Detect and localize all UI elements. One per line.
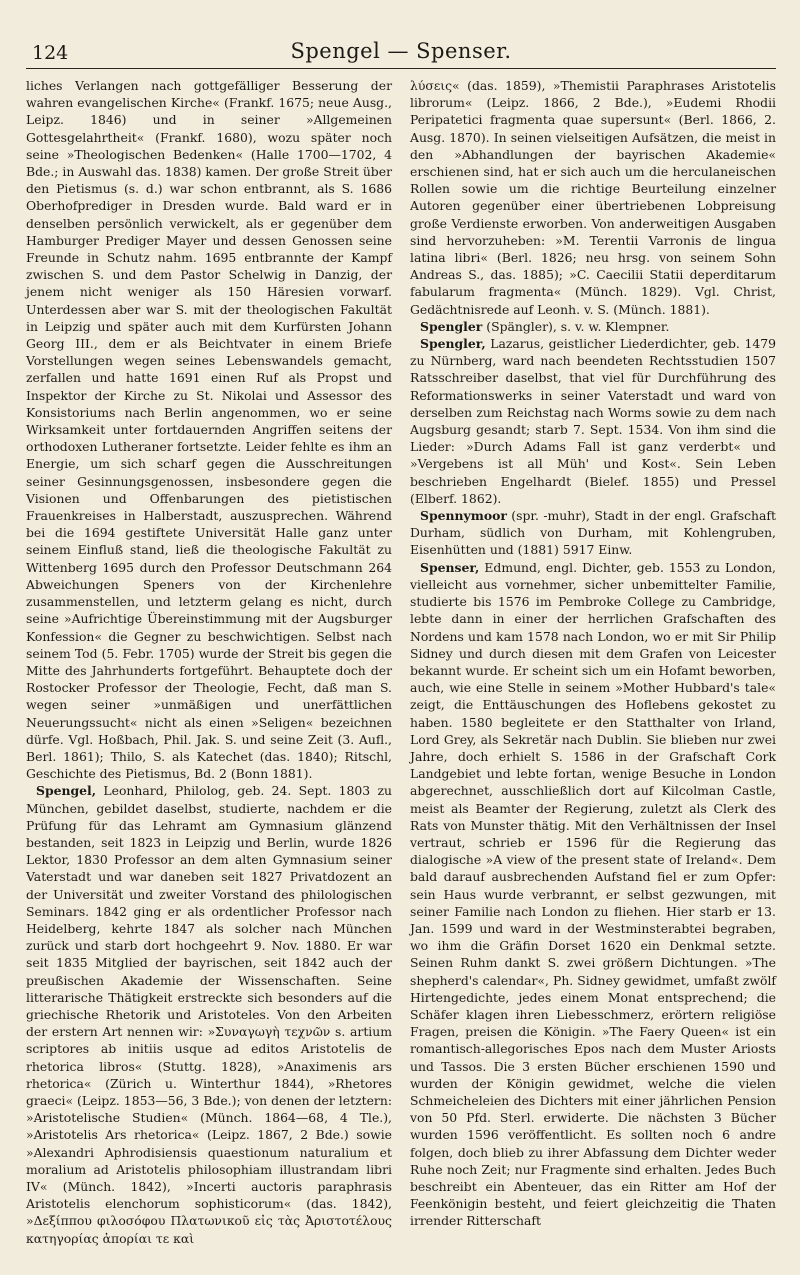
page-header: [26, 34, 776, 69]
entry-lemma: Spenser,: [420, 559, 480, 575]
entry-lemma: Spengler: [420, 318, 483, 334]
entry-text: (Spängler), s. v. w. Klempner.: [486, 318, 670, 334]
page-number: 124: [32, 42, 69, 64]
entry-paragraph: [410, 335, 776, 507]
left-column: [26, 77, 392, 1247]
entry-text: liches Verlangen nach gottgefälliger Besserung der wahren evangelischen Kirche« (Frankf. 1675; neue Ausg., Leipz. 1846) und in seiner »Allgemeinen Gottesgelahrtheit« (Frankf. 1680), wozu später noch seine »Theologischen Bedenken« (Halle 1700—1702, 4 Bde.; in Auswahl das. 1838) kamen. Der große Streit über den Pietismus (s. d.) war schon entbrannt, als S. 1686 Oberhofprediger in Dresden wurde. Bald ward er in denselben persönlich verwickelt, als er gegenüber dem Hamburger Prediger Mayer und dessen Genossen seine Freunde in Schutz nahm. 1695 entbrannte der Kampf zwischen S. und dem Pastor Schelwig in Danzig, der jenem nicht weniger als 150 Häresien vorwarf. Unterdessen aber war S. mit der theologischen Fakultät in Leipzig und später auch mit dem Kurfürsten Johann Georg III., dem er als Beichtvater in einem Briefe Vorstellungen wegen seines Lebenswandels gemacht, zerfallen und hatte 1691 einen Ruf als Propst und Inspektor der Kirche zu St. Nikolai und Assessor des Konsistoriums nach Berlin angenommen, wo er seine Wirksamkeit unter fortdauernden Angriffen seitens der orthodoxen Lutheraner fortsetzte. Leider fehlte es ihm an Energie, um sich scharf gegen die Ausschreitungen seiner Gesinnungsgenossen, insbesondere gegen die Visionen und Offenbarungen des pietistischen Frauenkreises in Halberstadt, auszusprechen. Während bei die 1694 gestiftete Universität Halle ganz unter seinem Einfluß stand, ließ die theologische Fakultät zu Wittenberg 1695 durch den Professor Deutschmann 264 Abweichungen Speners von der Kirchenlehre zusammenstellen, und letzterm gelang es nicht, durch seine »Aufrichtige Übereinstimmung mit der Augsburger Konfession« die Gegner zu beschwichtigen. Selbst nach seinem Tod (5. Febr. 1705) wurde der Streit bis gegen die Mitte des Jahrhunderts fortgeführt. Behauptete doch der Rostocker Professor der Theologie, Fecht, daß man S. wegen seiner »unmäßigen und unerfättlichen Neuerungssucht« nicht als einen »Seligen« bezeichnen dürfe. Vgl. Hoßbach, Phil. Jak. S. und seine Zeit (3. Aufl., Berl. 1861); Thilo, S. als Katechet (das. 1840); Ritschl, Geschichte des Pietismus, Bd. 2 (Bonn 1881).: [26, 78, 392, 782]
entry-paragraph: [410, 507, 776, 559]
entry-text: Leonhard, Philolog, geb. 24. Sept. 1803 zu München, gebildet daselbst, studierte, nachdem er die Prüfung für das Lehramt am Gymnasium glänzend bestanden, seit 1823 in Leipzig und Berlin, wurde 1826 Lektor, 1830 Professor an dem alten Gymnasium seiner Vaterstadt und war daneben seit 1827 Privatdozent an der Universität und zweiter Vorstand des philologischen Seminars. 1842 ging er als ordentlicher Professor nach Heidelberg, kehrte 1847 als solcher nach München zurück und starb dort hochgeehrt 9. Nov. 1880. Er war seit 1835 Mitglied der bayrischen, seit 1842 auch der preußischen Akademie der Wissenschaften. Seine litterarische Thätigkeit erstreckte sich besonders auf die griechische Rhetorik und Aristoteles. Von den Arbeiten der erstern Art nennen wir: »Συναγωγὴ τεχνῶν s. artium scriptores ab initiis usque ad editos Aristotelis de rhetorica libros« (Stuttg. 1828), »Anaximenis ars rhetorica« (Zürich u. Winterthur 1844), »Rhetores graeci« (Leipz. 1853—56, 3 Bde.); von denen der letztern: »Aristotelische Studien« (Münch. 1864—68, 4 Tle.), »Aristotelis Ars rhetorica« (Leipz. 1867, 2 Bde.) sowie »Alexandri Aphrodisiensis quaestionum naturalium et moralium ad Aristotelis philosophiam illustrandam libri IV« (Münch. 1842), »Incerti auctoris paraphrasis Aristotelis elenchorum sophisticorum« (das. 1842), »Δεξίππου φιλοσόφου Πλατωνικοῦ εἰς τὰς Ἀριστοτέλους κατηγορίας ἀπορίαι τε καὶ: [26, 783, 392, 1246]
entry-paragraph: [26, 77, 392, 782]
text-columns: [26, 77, 776, 1247]
entry-lemma: Spengler,: [420, 336, 486, 352]
entry-paragraph: [26, 782, 392, 1246]
entry-lemma: Spengel,: [36, 783, 97, 799]
entry-paragraph: [410, 77, 776, 318]
right-column: [410, 77, 776, 1247]
entry-text: Edmund, engl. Dichter, geb. 1553 zu London, vielleicht aus vornehmer, sicher unbemittelter Familie, studierte bis 1576 im Pembroke College zu Cambridge, lebte dann in einer der herrlichen Grafschaften des Nordens und kam 1578 nach London, wo er mit Sir Philip Sidney und durch diesen mit dem Grafen von Leicester bekannt wurde. Er scheint sich um ein Hofamt beworben, auch, wie eine Stelle in seinem »Mother Hubbard's tale« zeigt, die Enttäuschungen des Hoflebens gekostet zu haben. 1580 begleitete er den Statthalter von Irland, Lord Grey, als Sekretär nach Dublin. Sie blieben nur zwei Jahre, doch erhielt S. 1586 in der Grafschaft Cork Landgebiet und lebte fortan, wenige Besuche in London abgerechnet, ausschließlich dort auf Kilcolman Castle, meist als Beamter der Regierung, zuletzt als Clerk des Rats von Munster thätig. Mit den Verhältnissen der Insel vertraut, schrieb er 1596 für die Regierung das dialogische »A view of the present state of Ireland«. Dem bald darauf ausbrechenden Aufstand fiel er zum Opfer: sein Haus wurde verbrannt, er selbst gezwungen, mit seiner Familie nach London zu fliehen. Hier starb er 13. Jan. 1599 und ward in der Westminsterabtei begraben, wo ihm die Gräfin Dorset 1620 ein Denkmal setzte. Seinen Ruhm dankt S. zwei größern Dichtungen. »The shepherd's calendar«, Ph. Sidney gewidmet, umfaßt zwölf Hirtengedichte, jedes einem Monat entsprechend; die Schäfer klagen ihren Liebesschmerz, erörtern religiöse Fragen, preisen die Königin. »The Faery Queen« ist ein romantisch-allegorisches Epos nach dem Muster Ariosts und Tassos. Die 3 ersten Bücher erschienen 1590 und wurden der Königin gewidmet, welche die vielen Schmeicheleien des Dichters mit einer jährlichen Pension von 50 Pfd. Sterl. erwiderte. Die nächsten 3 Bücher wurden 1596 veröffentlicht. Es sollten noch 6 andre folgen, doch blieb zu ihrer Abfassung dem Dichter weder Ruhe noch Zeit; nur Fragmente sind erhalten. Jedes Buch beschreibt ein Abenteuer, das ein Ritter am Hof der Feenkönigin besteht, und feiert gleichzeitig die Thaten irrender Ritterschaft: [410, 559, 776, 1229]
entry-text: Lazarus, geistlicher Liederdichter, geb. 1479 zu Nürnberg, ward nach beendeten Rechtsstudien 1507 Ratsschreiber daselbst, that viel für Durchführung des Reformationswerks in seiner Vaterstadt und ward von derselben zum Reichstag nach Worms sowie zu dem nach Augsburg gesandt; starb 7. Sept. 1534. Von ihm sind die Lieder: »Durch Adams Fall ist ganz verderbt« und »Vergebens ist all Müh' und Kost«. Sein Leben beschrieben Engelhardt (Bielef. 1855) und Pressel (Elberf. 1862).: [410, 336, 776, 506]
entry-paragraph: [410, 559, 776, 1230]
running-head: Spengel — Spenser.: [290, 39, 512, 63]
entry-text: (spr. -muhr), Stadt in der engl. Grafschaft Durham, südlich von Durham, mit Kohlengruben, Eisenhütten und (1881) 5917 Einw.: [410, 508, 776, 558]
entry-text: λύσεις« (das. 1859), »Themistii Paraphrases Aristotelis librorum« (Leipz. 1866, 2 Bde.), »Eudemi Rhodii Peripatetici fragmenta quae supersunt« (Berl. 1866, 2. Ausg. 1870). In seinen vielseitigen Aufsätzen, die meist in den »Abhandlungen der bayrischen Akademie« erschienen sind, hat er sich auch um die herculaneischen Rollen sowie um die richtige Beurteilung einzelner Autoren gegenüber einer übertriebenen Lobpreisung große Verdienste erworben. Von anderweitigen Ausgaben sind hervorzuheben: »M. Terentii Varronis de lingua latina libri« (Berl. 1826; neu hrsg. von seinem Sohn Andreas S., das. 1885); »C. Caecilii Statii deperditarum fabularum fragmenta« (Münch. 1829). Vgl. Christ, Gedächtnisrede auf Leonh. v. S. (Münch. 1881).: [410, 78, 776, 317]
entry-lemma: Spennymoor: [420, 508, 507, 524]
entry-paragraph: [410, 318, 776, 335]
